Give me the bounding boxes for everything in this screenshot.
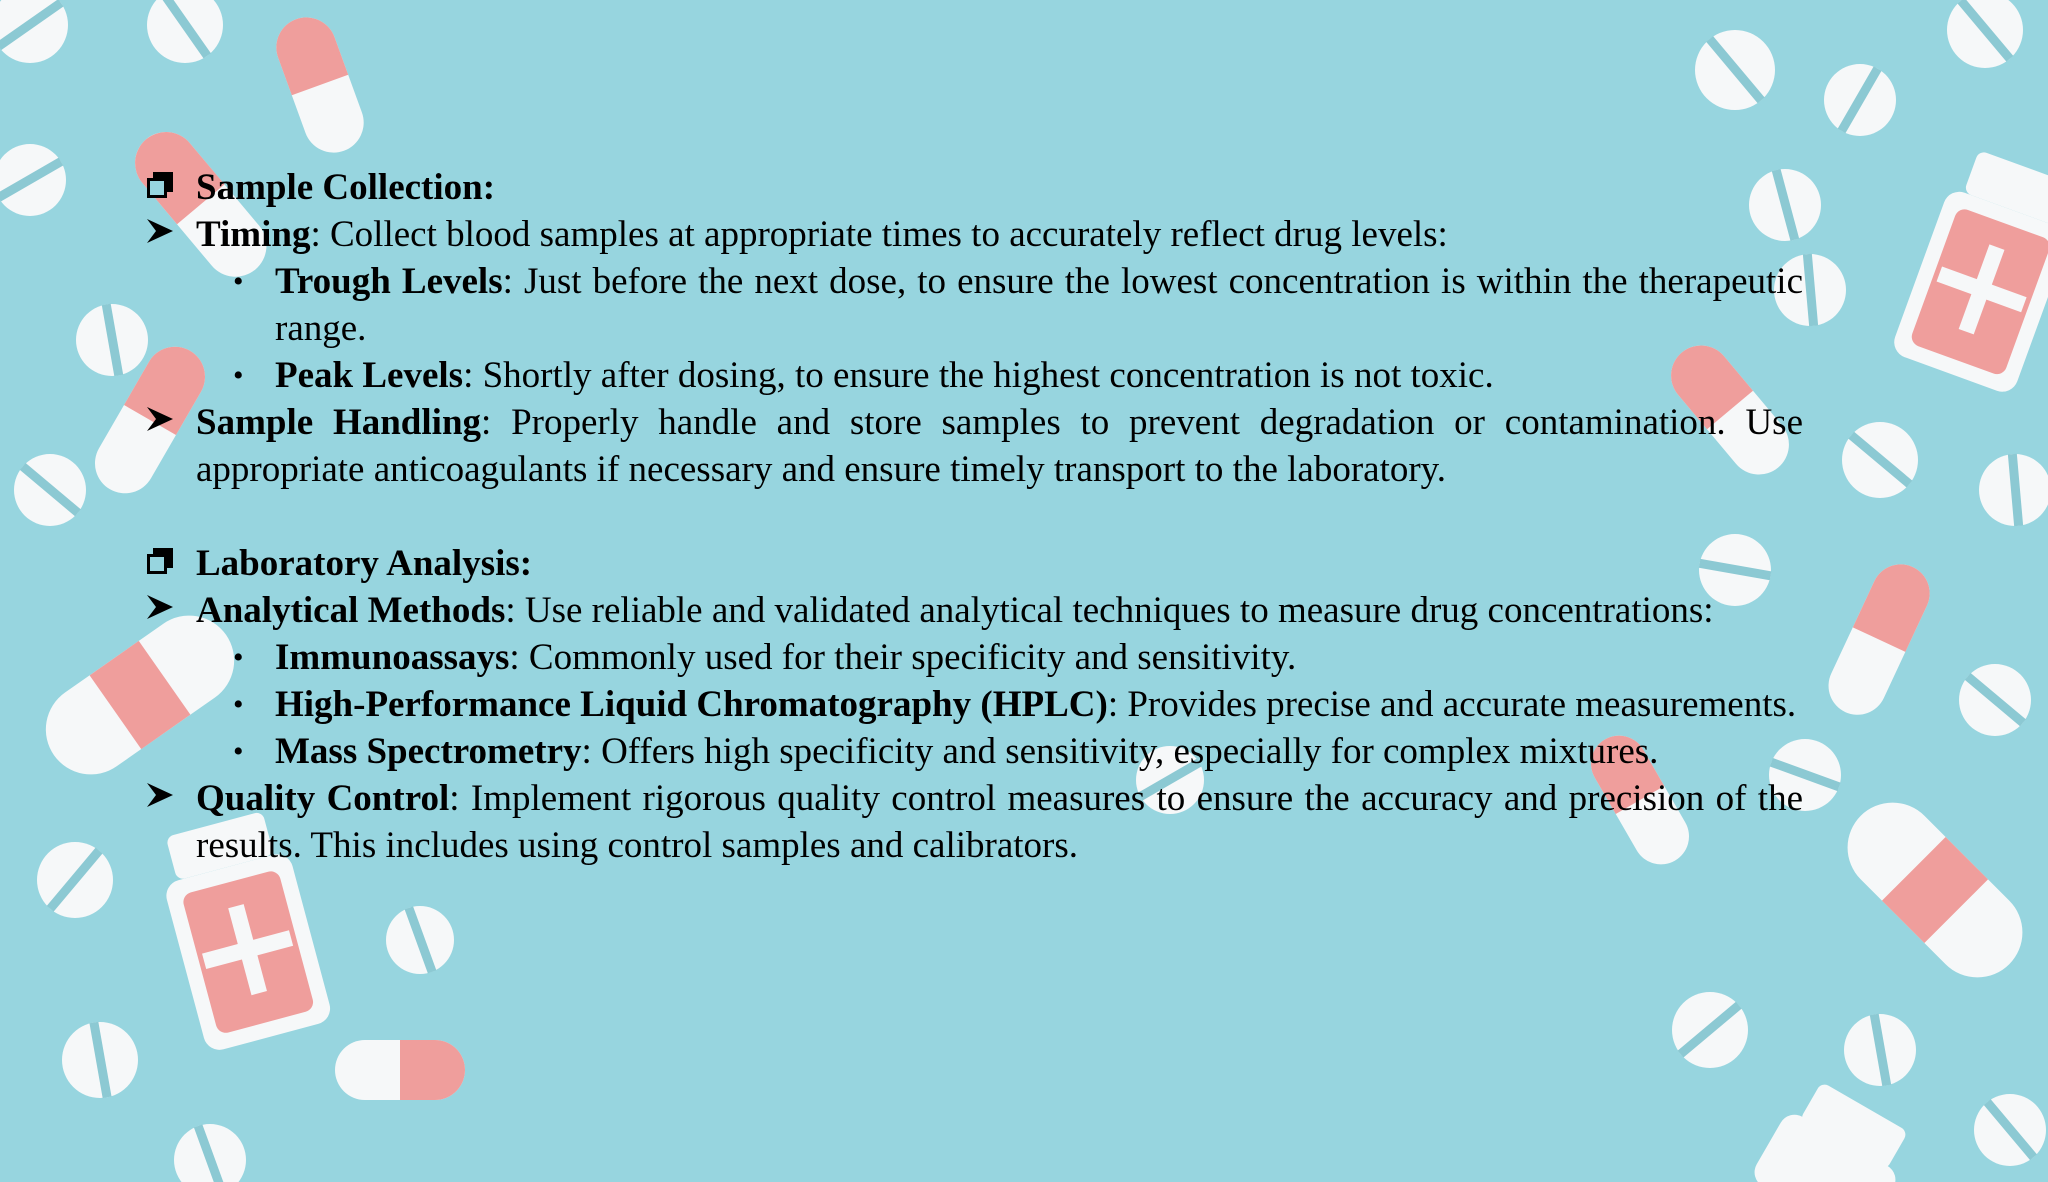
arrowhead-icon [147, 407, 173, 431]
tablet-icon [1824, 64, 1896, 136]
sub-list-item [147, 352, 1803, 399]
bullet-dot: • [233, 688, 244, 721]
bullet-dot: • [233, 641, 244, 674]
tablet-icon [386, 906, 454, 974]
tablet-icon [1959, 664, 2031, 736]
list-item [147, 399, 1803, 493]
bullet-dot: • [233, 265, 244, 298]
arrowhead-icon [147, 219, 173, 243]
tablet-icon [1842, 422, 1918, 498]
tablet-icon [1672, 992, 1748, 1068]
slide-content [147, 164, 1803, 869]
bullet-dot: • [233, 735, 244, 768]
subitem-text: : Shortly after dosing, to ensure the highest concentration is not toxic. [463, 355, 1494, 396]
subitem-text: : Provides precise and accurate measurements. [1107, 684, 1797, 725]
item-text: : Properly handle and store samples to prevent degradation or contamination. Use appropriate anticoagulants if necessary and ensure timely transport to the laboratory. [196, 402, 1803, 490]
tablet-icon [62, 1022, 138, 1098]
subitem-term: High-Performance Liquid Chromatography (HPLC) [275, 684, 1108, 725]
checkbox-square-icon [147, 172, 173, 198]
item-text: : Collect blood samples at appropriate times to accurately reflect drug levels: [310, 214, 1448, 255]
tablet-icon [37, 842, 113, 918]
subitem-term: Trough Levels [275, 261, 503, 302]
checkbox-square-icon [147, 548, 173, 574]
sub-list-item [147, 728, 1803, 775]
subitem-text: : Offers high specificity and sensitivity, especially for complex mixtures. [581, 731, 1659, 772]
tablet-icon [1695, 30, 1775, 110]
item-text: : Use reliable and validated analytical techniques to measure drug concentrations: [505, 590, 1714, 631]
sub-list-item [147, 634, 1803, 681]
tablet-icon [14, 454, 86, 526]
subitem-text: : Just before the next dose, to ensure the lowest concentration is within the therapeutic range. [275, 261, 1804, 349]
sub-list-item [147, 258, 1803, 352]
capsule-icon [335, 1040, 465, 1100]
arrowhead-icon [147, 595, 173, 619]
item-term: Analytical Methods [196, 590, 506, 631]
bullet-dot: • [233, 359, 244, 392]
arrowhead-icon [147, 783, 173, 807]
subitem-text: : Commonly used for their specificity and sensitivity. [509, 637, 1297, 678]
tablet-icon [76, 304, 148, 376]
section-title: Sample Collection: [196, 167, 496, 208]
section-title: Laboratory Analysis: [196, 543, 533, 584]
section-heading [147, 540, 1803, 587]
list-item [147, 211, 1803, 258]
item-term: Timing [196, 214, 311, 255]
section-heading [147, 164, 1803, 211]
list-item [147, 775, 1803, 869]
subitem-term: Peak Levels [275, 355, 464, 396]
item-term: Sample Handling [196, 402, 482, 443]
item-text: : Implement rigorous quality control measures to ensure the accuracy and precision of the results. This includes using control samples and calibrators. [196, 778, 1803, 866]
subitem-term: Mass Spectrometry [275, 731, 582, 772]
tablet-icon [1844, 1014, 1916, 1086]
list-item [147, 587, 1803, 634]
subitem-term: Immunoassays [275, 637, 510, 678]
tablet-icon [1974, 1094, 2046, 1166]
item-term: Quality Control [196, 778, 450, 819]
sub-list-item [147, 681, 1803, 728]
